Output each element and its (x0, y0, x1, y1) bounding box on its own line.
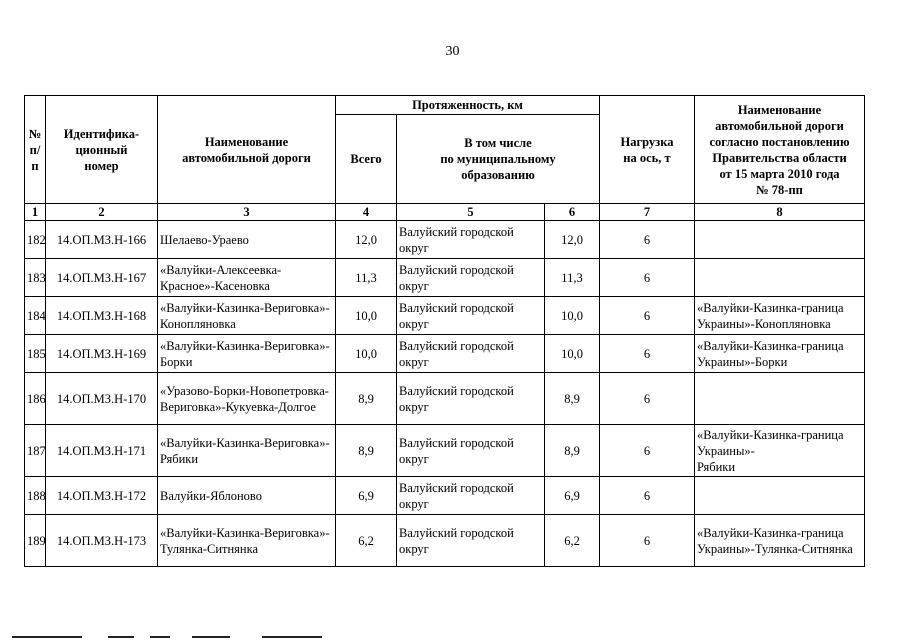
col-number: 6 (545, 204, 600, 221)
length-total: 10,0 (336, 335, 397, 373)
road-id: 14.ОП.МЗ.Н-172 (46, 477, 158, 515)
road-id: 14.ОП.МЗ.Н-167 (46, 259, 158, 297)
decree-name: «Валуйки-Казинка-граница Украины»- Рябики (695, 425, 865, 477)
municipality-length: 10,0 (545, 335, 600, 373)
road-name: «Валуйки-Казинка-Вериговка»-Конопляновка (158, 297, 336, 335)
header-decree: Наименование автомобильной дороги согласно постановлению Правительства области от 15 марта 2010 года № 78-пп (695, 96, 865, 204)
axle-load: 6 (600, 221, 695, 259)
table-row (25, 297, 865, 335)
municipality: Валуйский городской округ (397, 425, 545, 477)
municipality-length: 12,0 (545, 221, 600, 259)
road-name: «Валуйки-Казинка-Вериговка»-Рябики (158, 425, 336, 477)
page-number: 30 (445, 44, 460, 59)
length-total: 12,0 (336, 221, 397, 259)
municipality: Валуйский городской округ (397, 335, 545, 373)
row-number: 187 (25, 425, 46, 477)
road-name: «Валуйки-Казинка-Вериговка»-Тулянка-Ситнянка (158, 515, 336, 567)
header-name: Наименование автомобильной дороги (158, 96, 336, 204)
length-total: 11,3 (336, 259, 397, 297)
municipality-length: 10,0 (545, 297, 600, 335)
road-id: 14.ОП.МЗ.Н-168 (46, 297, 158, 335)
road-name: «Уразово-Борки-Новопетровка-Вериговка»-Кукуевка-Долгое (158, 373, 336, 425)
roads-table (24, 95, 865, 567)
table-row (25, 425, 865, 477)
road-name: Валуйки-Яблоново (158, 477, 336, 515)
decree-name (695, 221, 865, 259)
header-num: № п/п (25, 96, 46, 204)
col-number: 2 (46, 204, 158, 221)
row-number: 189 (25, 515, 46, 567)
municipality-length: 11,3 (545, 259, 600, 297)
axle-load: 6 (600, 373, 695, 425)
road-id: 14.ОП.МЗ.Н-169 (46, 335, 158, 373)
decree-name (695, 373, 865, 425)
header-total: Всего (336, 115, 397, 204)
table-row (25, 259, 865, 297)
road-id: 14.ОП.МЗ.Н-166 (46, 221, 158, 259)
col-number: 1 (25, 204, 46, 221)
table-row (25, 515, 865, 567)
table-row (25, 335, 865, 373)
col-number: 7 (600, 204, 695, 221)
municipality: Валуйский городской округ (397, 373, 545, 425)
table-row (25, 373, 865, 425)
municipality: Валуйский городской округ (397, 297, 545, 335)
header-id: Идентифика- ционный номер (46, 96, 158, 204)
length-total: 8,9 (336, 373, 397, 425)
axle-load: 6 (600, 259, 695, 297)
decree-name (695, 477, 865, 515)
length-total: 8,9 (336, 425, 397, 477)
road-id: 14.ОП.МЗ.Н-173 (46, 515, 158, 567)
header-incl: В том числе по муниципальному образованию (397, 115, 600, 204)
road-id: 14.ОП.МЗ.Н-170 (46, 373, 158, 425)
header-length-group: Протяженность, км (336, 96, 600, 115)
municipality-length: 6,2 (545, 515, 600, 567)
row-number: 182 (25, 221, 46, 259)
road-name: «Валуйки-Казинка-Вериговка»-Борки (158, 335, 336, 373)
length-total: 10,0 (336, 297, 397, 335)
col-number: 8 (695, 204, 865, 221)
row-number: 185 (25, 335, 46, 373)
road-name: «Валуйки-Алексеевка-Красное»-Касеновка (158, 259, 336, 297)
row-number: 186 (25, 373, 46, 425)
decree-name: «Валуйки-Казинка-граница Украины»-Конопляновка (695, 297, 865, 335)
axle-load: 6 (600, 425, 695, 477)
decree-name: «Валуйки-Казинка-граница Украины»-Борки (695, 335, 865, 373)
municipality-length: 6,9 (545, 477, 600, 515)
axle-load: 6 (600, 335, 695, 373)
axle-load: 6 (600, 477, 695, 515)
road-id: 14.ОП.МЗ.Н-171 (46, 425, 158, 477)
header-load: Нагрузка на ось, т (600, 96, 695, 204)
row-number: 188 (25, 477, 46, 515)
municipality: Валуйский городской округ (397, 477, 545, 515)
municipality: Валуйский городской округ (397, 259, 545, 297)
row-number: 184 (25, 297, 46, 335)
municipality: Валуйский городской округ (397, 515, 545, 567)
municipality: Валуйский городской округ (397, 221, 545, 259)
decree-name: «Валуйки-Казинка-граница Украины»-Тулянка-Ситнянка (695, 515, 865, 567)
municipality-length: 8,9 (545, 373, 600, 425)
col-number: 5 (397, 204, 545, 221)
length-total: 6,2 (336, 515, 397, 567)
col-number: 4 (336, 204, 397, 221)
col-number: 3 (158, 204, 336, 221)
road-name: Шелаево-Ураево (158, 221, 336, 259)
page-bottom-edge-marks (0, 634, 905, 640)
decree-name (695, 259, 865, 297)
table-row (25, 221, 865, 259)
axle-load: 6 (600, 515, 695, 567)
municipality-length: 8,9 (545, 425, 600, 477)
length-total: 6,9 (336, 477, 397, 515)
table-row (25, 477, 865, 515)
axle-load: 6 (600, 297, 695, 335)
row-number: 183 (25, 259, 46, 297)
